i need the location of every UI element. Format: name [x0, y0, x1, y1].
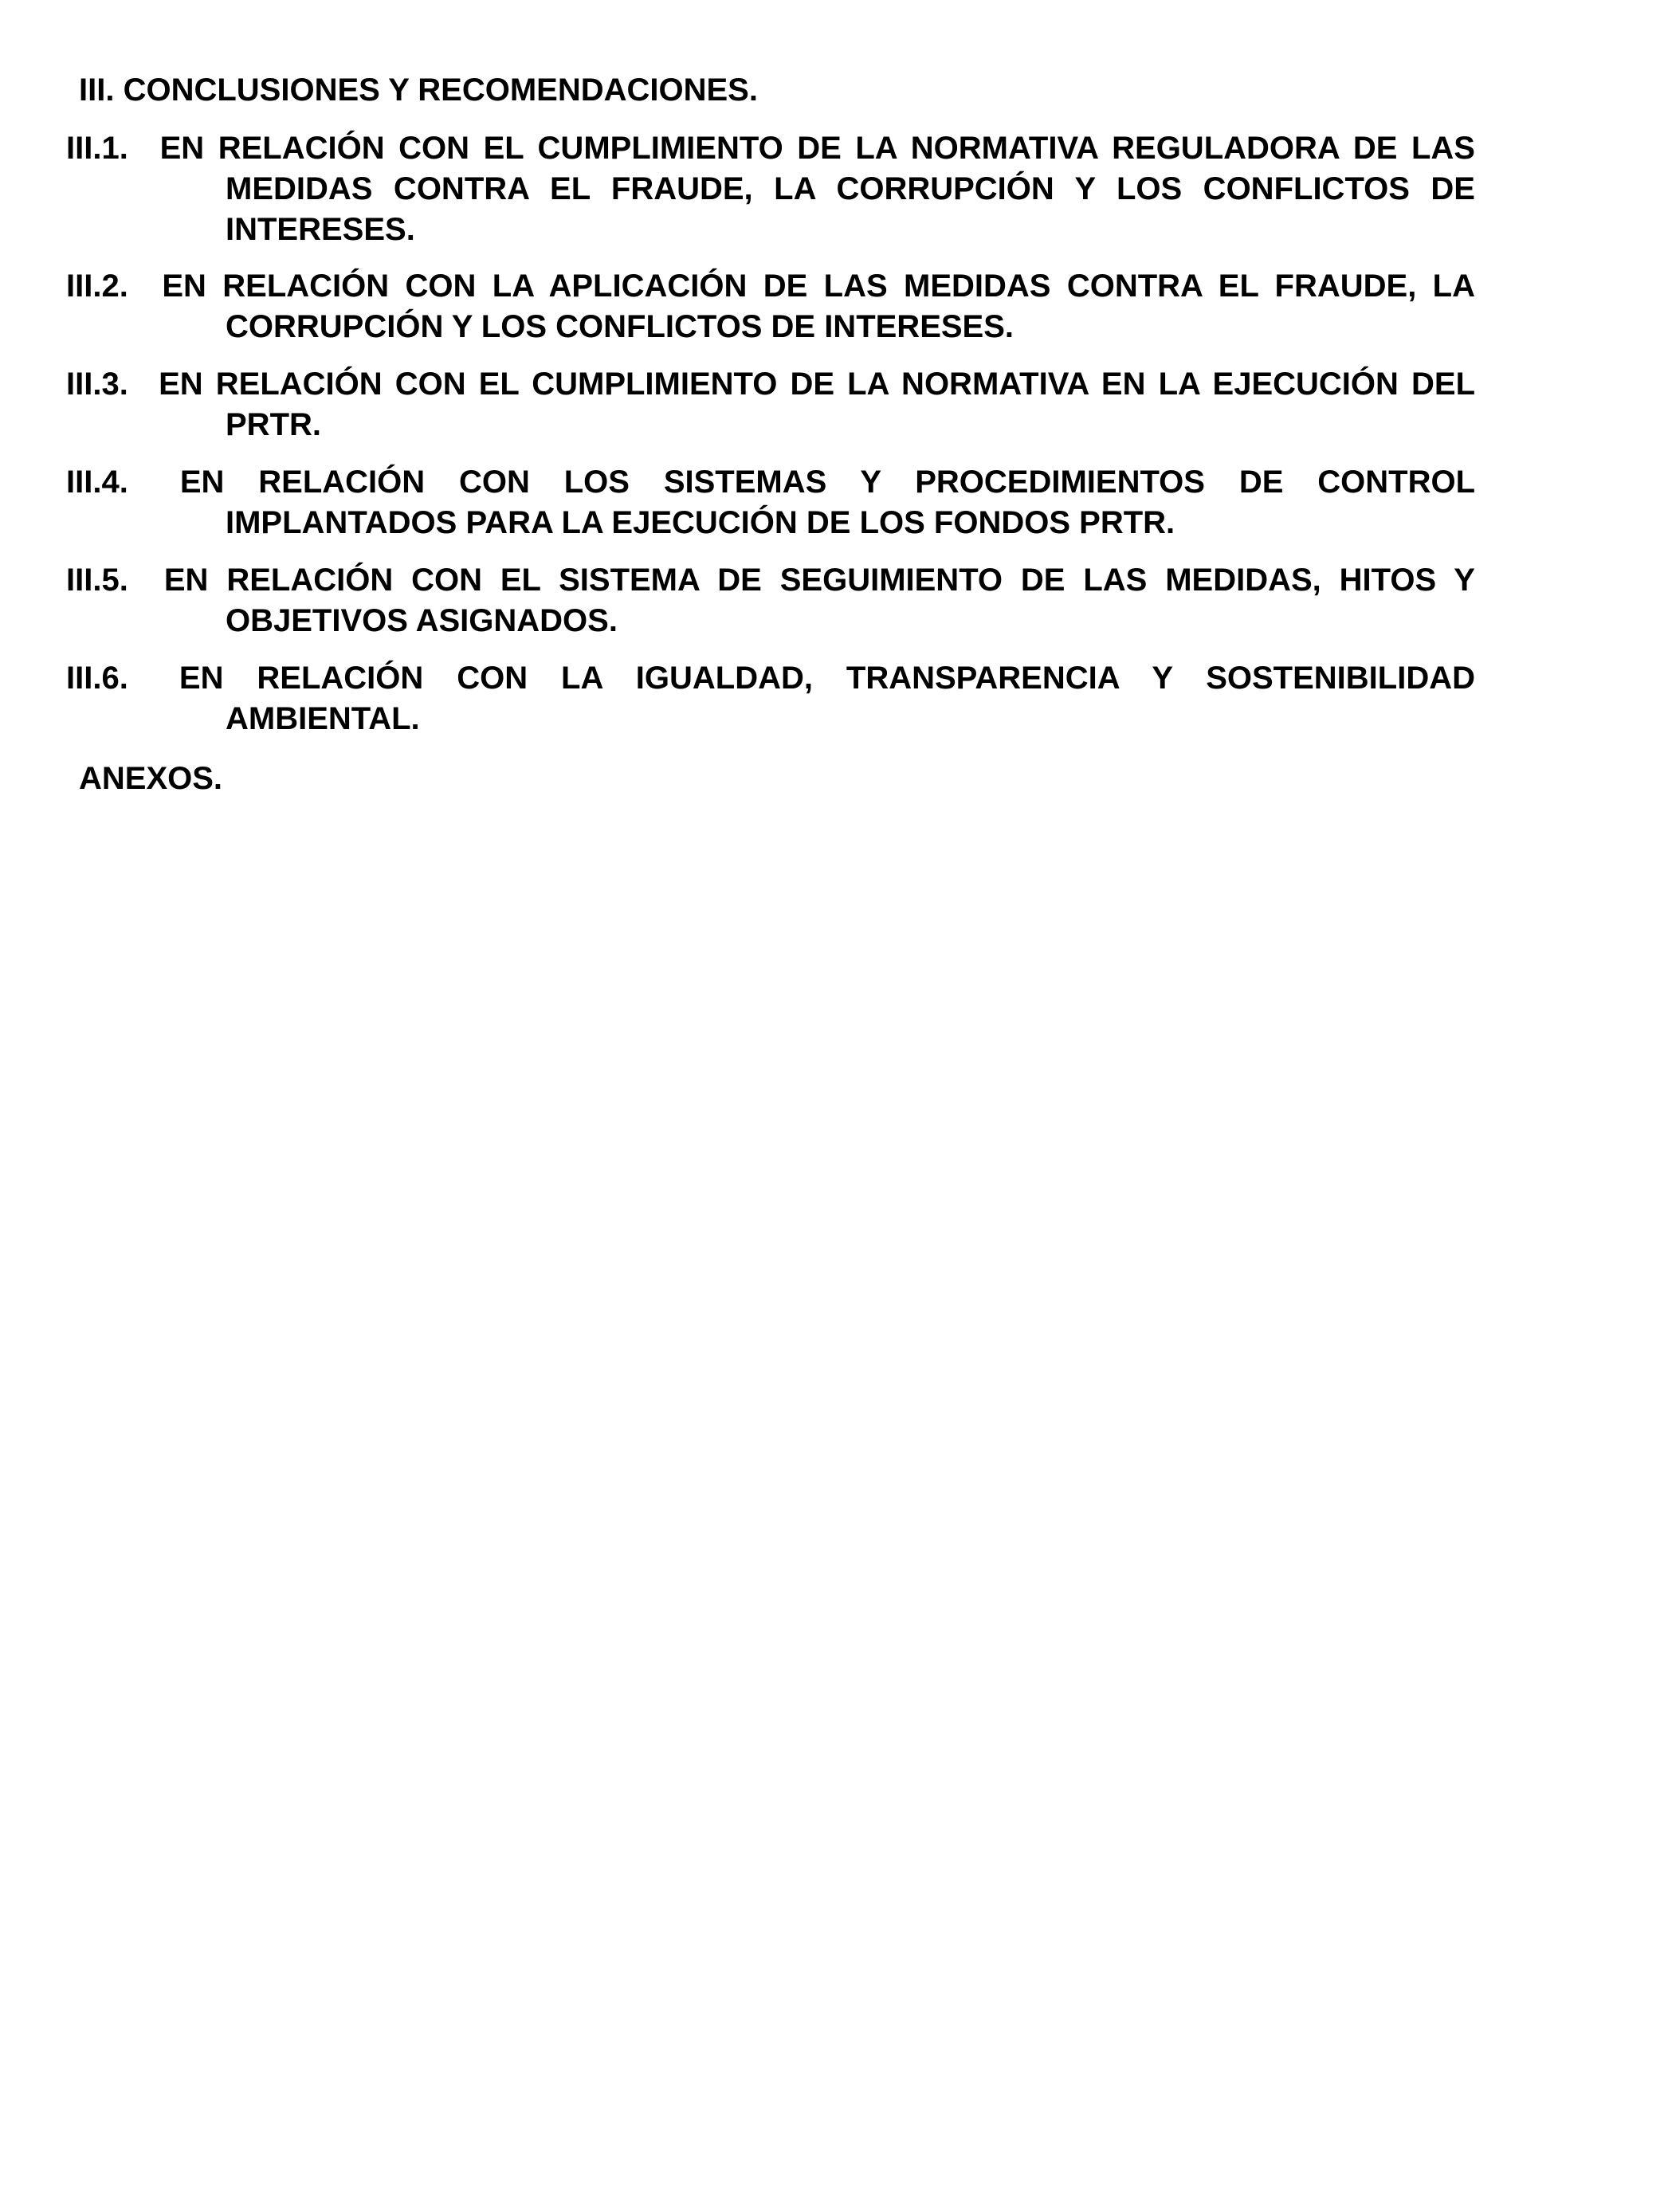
- toc-item-text: EN RELACIÓN CON EL CUMPLIMIENTO DE LA NORMATIVA EN LA EJECUCIÓN DEL PRTR.: [159, 367, 1475, 442]
- toc-item: III.3. EN RELACIÓN CON EL CUMPLIMIENTO DE LA NORMATIVA EN LA EJECUCIÓN DEL PRTR.: [66, 367, 1475, 442]
- toc-item-text: EN RELACIÓN CON LA IGUALDAD, TRANSPARENCIA Y SOSTENIBILIDAD AMBIENTAL.: [179, 661, 1475, 736]
- toc-item-text: EN RELACIÓN CON LOS SISTEMAS Y PROCEDIMIENTOS DE CONTROL IMPLANTADOS PARA LA EJECUCIÓN DE LOS FONDOS PRTR.: [179, 465, 1475, 540]
- toc-item: III.5. EN RELACIÓN CON EL SISTEMA DE SEGUIMIENTO DE LAS MEDIDAS, HITOS Y OBJETIVOS ASIGNADOS.: [66, 563, 1475, 638]
- toc-item: III.1. EN RELACIÓN CON EL CUMPLIMIENTO DE LA NORMATIVA REGULADORA DE LAS MEDIDAS CONTRA EL FRAUDE, LA CORRUPCIÓN Y LOS CONFLICTOS DE INTERESES.: [66, 131, 1475, 247]
- section-heading: III. CONCLUSIONES Y RECOMENDACIONES.: [79, 73, 758, 108]
- toc-item-text: EN RELACIÓN CON LA APLICACIÓN DE LAS MEDIDAS CONTRA EL FRAUDE, LA CORRUPCIÓN Y LOS CONFLICTOS DE INTERESES.: [162, 269, 1475, 344]
- toc-item-text: EN RELACIÓN CON EL SISTEMA DE SEGUIMIENTO DE LAS MEDIDAS, HITOS Y OBJETIVOS ASIGNADOS.: [163, 563, 1475, 638]
- toc-item: III.2. EN RELACIÓN CON LA APLICACIÓN DE LAS MEDIDAS CONTRA EL FRAUDE, LA CORRUPCIÓN Y LOS CONFLICTOS DE INTERESES.: [66, 269, 1475, 344]
- toc-item: III.6. EN RELACIÓN CON LA IGUALDAD, TRANSPARENCIA Y SOSTENIBILIDAD AMBIENTAL.: [66, 661, 1475, 736]
- annex-heading: ANEXOS.: [79, 761, 223, 796]
- toc-item-text: EN RELACIÓN CON EL CUMPLIMIENTO DE LA NORMATIVA REGULADORA DE LAS MEDIDAS CONTRA EL FRAUDE, LA CORRUPCIÓN Y LOS CONFLICTOS DE INTERESES.: [159, 131, 1475, 247]
- toc-item: III.4. EN RELACIÓN CON LOS SISTEMAS Y PROCEDIMIENTOS DE CONTROL IMPLANTADOS PARA LA EJECUCIÓN DE LOS FONDOS PRTR.: [66, 465, 1475, 540]
